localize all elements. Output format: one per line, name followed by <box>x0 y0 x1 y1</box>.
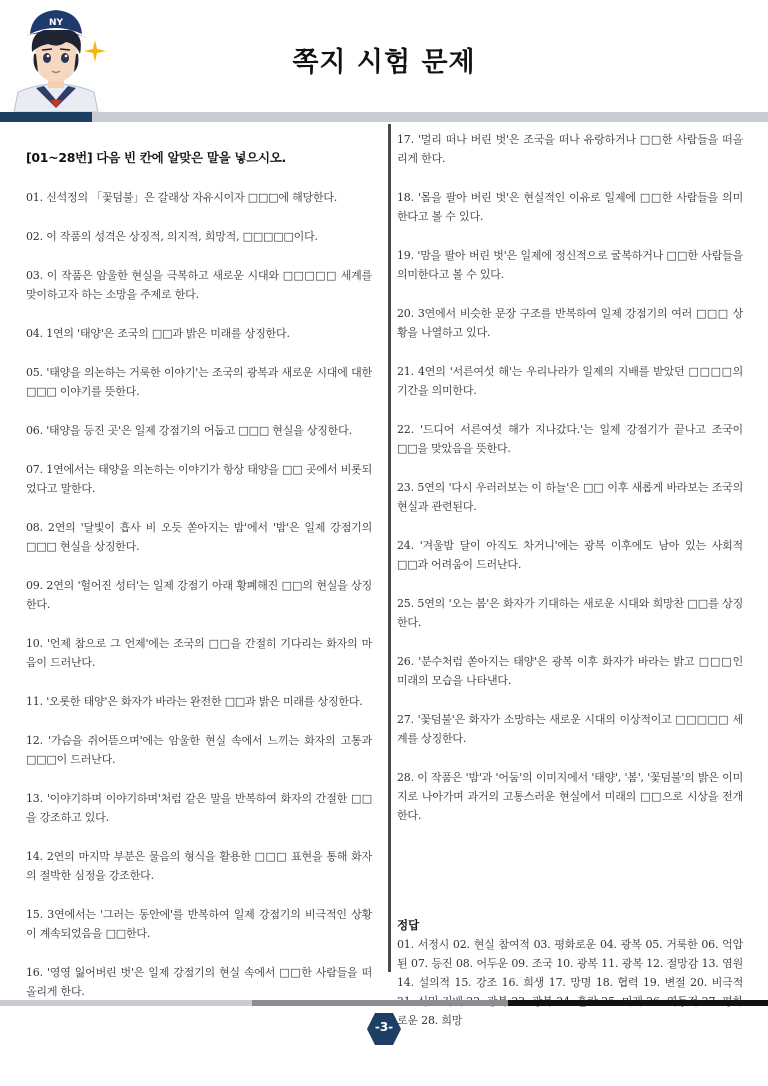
question-item: 26. '분수처럼 쏟아지는 태양'은 광복 이후 화자가 바라는 밝고 □□□인 미래의 모습을 나타낸다. <box>397 655 743 687</box>
page-header <box>0 0 768 120</box>
answer-heading: 정답 <box>397 918 420 932</box>
question-item: 18. '몸을 팔아 버린 벗'은 현실적인 이유로 일제에 □□한 사람들을 의미한다고 볼 수 있다. <box>397 191 743 223</box>
question-item: 22. '드디어 서른여섯 해가 지나갔다.'는 일제 강점기가 끝나고 조국이 □□을 맞았음을 뜻한다. <box>397 423 743 455</box>
svg-text:NY: NY <box>48 18 64 28</box>
question-item: 20. 3연에서 비슷한 문장 구조를 반복하여 일제 강점기의 여러 □□□ 상황을 나열하고 있다. <box>397 307 743 339</box>
question-item: 11. '오롯한 태양'은 화자가 바라는 완전한 □□과 밝은 미래를 상징한다. <box>26 695 363 708</box>
question-item: 27. '꽃덤불'은 화자가 소망하는 새로운 시대의 이상적이고 □□□□□ 세계를 상징한다. <box>397 713 743 745</box>
question-item: 02. 이 작품의 성격은 상징적, 의지적, 희망적, □□□□□이다. <box>26 230 318 243</box>
right-column <box>397 130 743 1030</box>
question-item: 08. 2연의 '달빛이 흡사 비 오듯 쏟아지는 밤'에서 '밤'은 일제 강점기의 □□□ 현실을 상징한다. <box>26 521 372 553</box>
question-item: 04. 1연의 '태양'은 조국의 □□과 밝은 미래를 상징한다. <box>26 327 290 340</box>
left-column <box>26 130 372 1021</box>
question-item: 15. 3연에서는 '그러는 동안에'를 반복하여 일제 강점기의 비극적인 상황이 계속되었음을 □□한다. <box>26 908 372 940</box>
question-item: 25. 5연의 '오는 봄'은 화자가 기대하는 새로운 시대와 희망찬 □□를 상징한다. <box>397 597 743 629</box>
question-item: 14. 2연의 마지막 부분은 물음의 형식을 활용한 □□□ 표현을 통해 화자의 절박한 심정을 강조한다. <box>26 850 372 882</box>
question-list-right <box>397 130 743 825</box>
question-item: 07. 1연에서는 태양을 의논하는 이야기가 항상 태양을 □□ 곳에서 비롯되었다고 말한다. <box>26 463 372 495</box>
header-divider-bar <box>0 112 768 122</box>
question-item: 01. 신석정의 「꽃덤불」은 갈래상 자유시이자 □□□에 해당한다. <box>26 191 338 204</box>
question-item: 10. '언제 참으로 그 언제'에는 조국의 □□을 간절히 기다리는 화자의 마음이 드러난다. <box>26 637 372 669</box>
footer-bar-mid <box>252 1000 508 1006</box>
answer-key: 01. 서정시 02. 현실 참여적 03. 평화로운 04. 광복 05. 거룩한 06. 억압된 07. 등진 08. 어두운 09. 조국 10. 광복 11. 광복 12. 절망감 13. 염원 14. 설의적 15. 강조 16. 희생 17. 망명 18. 협력 19. 변절 20. 비극적 로운 28. 희망 <box>397 938 743 1027</box>
question-item: 05. '태양을 의논하는 거룩한 이야기'는 조국의 광복과 새로운 시대에 대한 □□□ 이야기를 뜻한다. <box>26 366 372 398</box>
footer-bar-dark <box>508 1000 768 1006</box>
question-item: 13. '이야기하며 이야기하며'처럼 같은 말을 반복하여 화자의 간절한 □□을 강조하고 있다. <box>26 792 372 824</box>
footer-bar <box>0 1000 768 1006</box>
question-item: 21. 4연의 '서른여섯 해'는 우리나라가 일제의 지배를 받았던 □□□□의 기간을 의미한다. <box>397 365 743 397</box>
question-item: 19. '맘을 팔아 버린 벗'은 일제에 정신적으로 굴복하거나 □□한 사람들을 의미한다고 볼 수 있다. <box>397 249 743 281</box>
page-title: 쪽지 시험 문제 <box>292 47 476 78</box>
footer-bar-light <box>0 1000 252 1006</box>
question-item: 09. 2연의 '헐어진 성터'는 일제 강점기 아래 황폐해진 □□의 현실을 상징한다. <box>26 579 372 611</box>
question-item: 24. '겨울밤 달이 아직도 차거니'에는 광복 이후에도 남아 있는 사회적 □□과 어려움이 드러난다. <box>397 539 743 571</box>
question-item: 03. 이 작품은 암울한 현실을 극복하고 새로운 시대와 □□□□□ 세계를 맞이하고자 하는 소망을 주제로 한다. <box>26 269 372 301</box>
header-bar-accent <box>0 112 92 122</box>
question-item: 12. '가슴을 쥐어뜯으며'에는 암울한 현실 속에서 느끼는 화자의 고통과 □□□이 드러난다. <box>26 734 372 766</box>
header-bar-gray <box>92 112 768 122</box>
answer-spacer <box>397 845 743 917</box>
question-item: 17. '멀리 떠나 버린 벗'은 조국을 떠나 유랑하거나 □□한 사람들을 떠올리게 한다. <box>397 133 743 165</box>
question-list-left <box>26 188 372 1001</box>
column-divider <box>388 124 391 972</box>
section-instruction: [01~28번] 다음 빈 칸에 알맞은 말을 넣으시오. <box>26 150 286 165</box>
question-item: 23. 5연의 '다시 우러러보는 이 하늘'은 □□ 이후 새롭게 바라보는 조국의 현실과 관련된다. <box>397 481 743 513</box>
question-item: 16. '영영 잃어버린 벗'은 일제 강점기의 현실 속에서 □□한 사람들을 떠올리게 한다. <box>26 966 372 998</box>
question-item: 28. 이 작품은 '밤'과 '어둠'의 이미지에서 '태양', '봄', '꽃덤불'의 밝은 이미지로 나아가며 과거의 고통스러운 현실에서 미래의 □□으로 시상을 전개한다. <box>397 771 743 822</box>
question-item: 06. '태양을 등진 곳'은 일제 강점기의 어둡고 □□□ 현실을 상징한다. <box>26 424 352 437</box>
page-number: -3- <box>374 1020 394 1034</box>
